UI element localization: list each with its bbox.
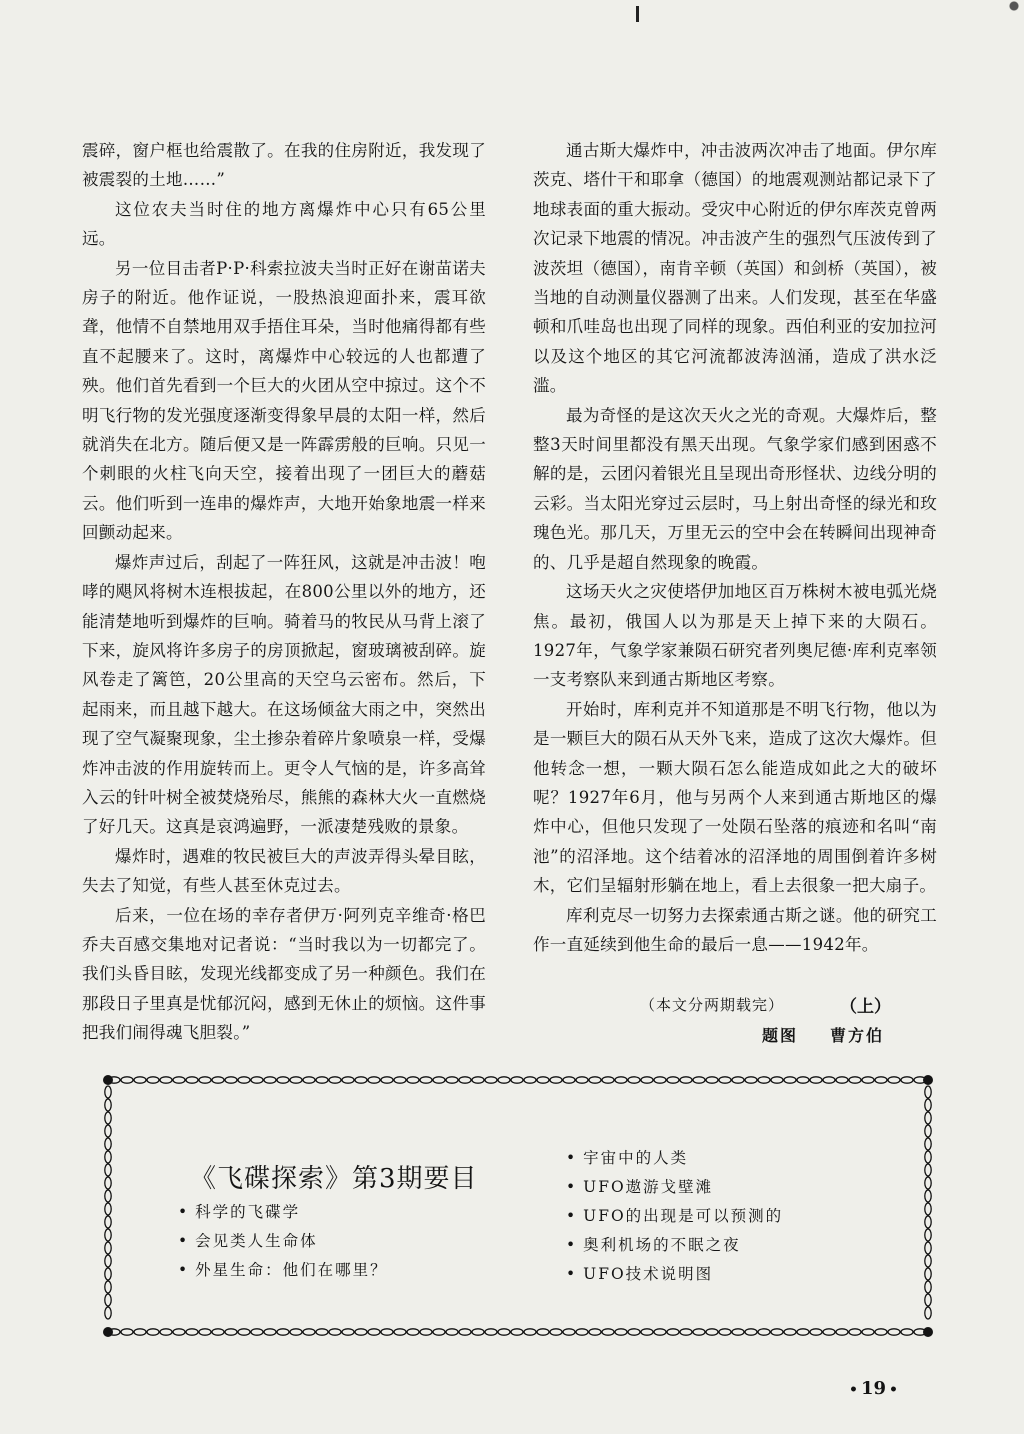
border-link — [693, 1329, 705, 1335]
border-corner — [103, 1327, 113, 1337]
border-link — [433, 1329, 445, 1335]
border-link — [105, 1307, 111, 1319]
border-link — [925, 1190, 931, 1202]
border-link — [329, 1329, 341, 1335]
border-link — [589, 1329, 601, 1335]
print-mark — [636, 6, 639, 22]
border-link — [524, 1077, 536, 1083]
border-link — [875, 1329, 887, 1335]
border-link — [225, 1329, 237, 1335]
paragraph: 这位农夫当时住的地方离爆炸中心只有65公里远。 — [82, 199, 486, 249]
contents-list-left — [178, 1198, 388, 1285]
border-link — [381, 1077, 393, 1083]
border-link — [925, 1229, 931, 1241]
border-link — [212, 1077, 224, 1083]
paragraph: 开始时，库利克并不知道那是不明飞行物，他以为是一颗巨大的陨石从天外飞来，造成了这次大爆炸。但他转念一想，一颗大陨石怎么能造成如此之大的破坏呢？1927年6月，他与另两个人来到通古斯地区的爆炸中心，但他只发现了一处陨石坠落的痕迹和名叫“南池”的沼泽地。这个结着冰的沼泽地的周围倒着许多树木，它们呈辐射形躺在地上，看上去很象一把大扇子。 — [533, 699, 937, 896]
border-link — [105, 1294, 111, 1306]
border-link — [225, 1077, 237, 1083]
contents-item: • 奥利机场的不眠之夜 — [566, 1231, 783, 1260]
contents-item: • 宇宙中的人类 — [566, 1144, 783, 1173]
border-link — [925, 1112, 931, 1124]
border-link — [925, 1294, 931, 1306]
contents-title: 《飞碟探索》第3期要目 — [190, 1164, 478, 1194]
border-corner — [923, 1327, 933, 1337]
border-link — [925, 1216, 931, 1228]
border-link — [498, 1077, 510, 1083]
border-link — [836, 1077, 848, 1083]
border-link — [576, 1077, 588, 1083]
paragraph: 通古斯大爆炸中，冲击波两次冲击了地面。伊尔库茨克、塔什干和耶拿（德国）的地震观测站都记录下了地球表面的重大振动。受灾中心附近的伊尔库茨克曾两次记录下地震的情况。冲击波产生的强烈气压波传到了波茨坦（德国），南肯辛顿（英国）和剑桥（英国），被当地的自动测量仪器测了出来。人们发现，甚至在华盛顿和爪哇岛也出现了同样的现象。西伯利亚的安加拉河以及这个地区的其它河流都波涛汹涌，造成了洪水泛滥。 — [533, 141, 937, 396]
paragraph: 震碎，窗户框也给震散了。在我的住房附近，我发现了被震裂的土地……” — [82, 141, 486, 190]
border-link — [925, 1099, 931, 1111]
paragraph: 这场天火之灾使塔伊加地区百万株树木被电弧光烧焦。最初，俄国人以为那是天上掉下来的大陨石。1927年，气象学家兼陨石研究者列奥尼德·库利克率领一支考察队来到通古斯地区考察。 — [533, 582, 937, 690]
illustrator-name: 曹方伯 — [830, 1026, 885, 1045]
border-link — [303, 1329, 315, 1335]
border-link — [105, 1125, 111, 1137]
border-link — [368, 1077, 380, 1083]
border-link — [667, 1329, 679, 1335]
border-link — [925, 1281, 931, 1293]
border-link — [173, 1077, 185, 1083]
border-link — [446, 1077, 458, 1083]
border-link — [628, 1329, 640, 1335]
border-link — [105, 1164, 111, 1176]
border-link — [147, 1329, 159, 1335]
border-link — [459, 1329, 471, 1335]
border-link — [485, 1077, 497, 1083]
border-link — [407, 1329, 419, 1335]
border-link — [550, 1077, 562, 1083]
border-link — [290, 1077, 302, 1083]
contents-item: • UFO技术说明图 — [566, 1260, 783, 1289]
paragraph: 库利克尽一切努力去探索通古斯之谜。他的研究工作一直延续到他生命的最后一息——1942年。 — [533, 905, 937, 954]
border-link — [264, 1329, 276, 1335]
border-link — [105, 1190, 111, 1202]
border-link — [316, 1329, 328, 1335]
border-link — [121, 1329, 133, 1335]
border-link — [105, 1099, 111, 1111]
border-link — [446, 1329, 458, 1335]
border-link — [381, 1329, 393, 1335]
border-link — [628, 1077, 640, 1083]
contents-list-right — [566, 1144, 783, 1289]
border-link — [563, 1329, 575, 1335]
border-link — [524, 1329, 536, 1335]
contents-item: • UFO遨游戈壁滩 — [566, 1173, 783, 1202]
border-link — [925, 1086, 931, 1098]
page-number: • 19 • — [846, 1378, 901, 1399]
article-column-right — [533, 136, 937, 959]
border-link — [758, 1329, 770, 1335]
border-link — [810, 1329, 822, 1335]
border-link — [888, 1329, 900, 1335]
border-link — [654, 1329, 666, 1335]
border-link — [134, 1077, 146, 1083]
border-link — [277, 1329, 289, 1335]
border-link — [329, 1077, 341, 1083]
paragraph: 爆炸声过后，刮起了一阵狂风，这就是冲击波！咆哮的飓风将树木连根拔起，在800公里以外的地方，还能清楚地听到爆炸的巨响。骑着马的牧民从马背上滚了下来，旋风将许多房子的房顶掀起，窗玻璃被刮碎。旋风卷走了篱笆，20公里高的天空乌云密布。然后，下起雨来，而且越下越大。在这场倾盆大雨之中，突然出现了空气凝聚现象，尘土掺杂着碎片象喷泉一样，受爆炸冲击波的作用旋转而上。更令人气恼的是，许多高耸入云的针叶树全被焚烧殆尽，熊熊的森林大火一直燃烧了好几天。这真是哀鸿遍野，一派凄楚残败的景象。 — [82, 552, 486, 837]
illustration-credit-label: 题图 — [762, 1026, 799, 1045]
border-link — [394, 1329, 406, 1335]
border-link — [105, 1112, 111, 1124]
border-link — [576, 1329, 588, 1335]
border-link — [862, 1077, 874, 1083]
border-link — [238, 1077, 250, 1083]
border-link — [602, 1329, 614, 1335]
border-link — [589, 1077, 601, 1083]
border-link — [511, 1329, 523, 1335]
border-link — [186, 1077, 198, 1083]
part-label: （上） — [840, 997, 891, 1017]
border-link — [925, 1268, 931, 1280]
border-link — [925, 1307, 931, 1319]
border-link — [654, 1077, 666, 1083]
border-link — [105, 1203, 111, 1215]
border-link — [901, 1077, 913, 1083]
border-link — [615, 1077, 627, 1083]
border-corner — [923, 1075, 933, 1085]
article-column-left — [82, 136, 486, 1048]
border-link — [105, 1242, 111, 1254]
border-link — [641, 1329, 653, 1335]
border-link — [355, 1329, 367, 1335]
border-link — [511, 1077, 523, 1083]
border-link — [316, 1077, 328, 1083]
border-link — [602, 1077, 614, 1083]
border-link — [784, 1077, 796, 1083]
border-link — [875, 1077, 887, 1083]
border-link — [771, 1329, 783, 1335]
border-link — [355, 1077, 367, 1083]
border-link — [277, 1077, 289, 1083]
border-link — [173, 1329, 185, 1335]
contents-item: • 外星生命：他们在哪里？ — [178, 1256, 388, 1285]
border-link — [472, 1329, 484, 1335]
border-link — [105, 1268, 111, 1280]
border-corner — [103, 1075, 113, 1085]
border-link — [745, 1329, 757, 1335]
border-link — [212, 1329, 224, 1335]
border-link — [901, 1329, 913, 1335]
border-link — [925, 1151, 931, 1163]
border-link — [680, 1329, 692, 1335]
paragraph: 爆炸时，遇难的牧民被巨大的声波弄得头晕目眩，失去了知觉，有些人甚至休克过去。 — [82, 846, 486, 896]
border-link — [862, 1329, 874, 1335]
border-link — [105, 1177, 111, 1189]
border-link — [251, 1077, 263, 1083]
border-link — [550, 1329, 562, 1335]
border-link — [264, 1077, 276, 1083]
border-link — [706, 1329, 718, 1335]
border-link — [420, 1077, 432, 1083]
contents-item: • UFO的出现是可以预测的 — [566, 1202, 783, 1231]
border-link — [784, 1329, 796, 1335]
border-link — [925, 1255, 931, 1267]
border-link — [105, 1229, 111, 1241]
contents-item: • 会见类人生命体 — [178, 1227, 388, 1256]
border-link — [797, 1329, 809, 1335]
border-link — [925, 1242, 931, 1254]
border-link — [459, 1077, 471, 1083]
border-link — [745, 1077, 757, 1083]
border-link — [925, 1164, 931, 1176]
paragraph: 后来，一位在场的幸存者伊万·阿列克辛维奇·格巴乔夫百感交集地对记者说：“当时我以为一切都完了。我们头昏目眩，发现光线都变成了另一种颜色。我们在那段日子里真是忧郁沉闷，感到无休止的烦恼。这件事把我们闹得魂飞胆裂。” — [82, 905, 486, 1043]
border-link — [238, 1329, 250, 1335]
border-link — [537, 1329, 549, 1335]
border-link — [303, 1077, 315, 1083]
border-link — [925, 1138, 931, 1150]
contents-item: • 科学的飞碟学 — [178, 1198, 388, 1227]
border-link — [680, 1077, 692, 1083]
border-link — [537, 1077, 549, 1083]
border-link — [186, 1329, 198, 1335]
border-link — [732, 1077, 744, 1083]
paragraph: 另一位目击者P·P·科索拉波夫当时正好在谢苗诺夫房子的附近。他作证说，一股热浪迎面扑来，震耳欲聋，他情不自禁地用双手捂住耳朵，当时他痛得都有些直不起腰来了。这时，离爆炸中心较远的人也都遭了殃。他们首先看到一个巨大的火团从空中掠过。这个不明飞行物的发光强度逐渐变得象早晨的太阳一样，然后就消失在北方。随后便又是一阵霹雳般的巨响。只见一个刺眼的火柱飞向天空，接着出现了一团巨大的蘑菇云。他们听到一连串的爆炸声，大地开始象地震一样来回颤动起来。 — [82, 258, 486, 543]
border-link — [472, 1077, 484, 1083]
border-link — [160, 1329, 172, 1335]
border-link — [342, 1329, 354, 1335]
border-link — [667, 1077, 679, 1083]
border-link — [719, 1077, 731, 1083]
border-link — [849, 1077, 861, 1083]
border-link — [925, 1177, 931, 1189]
border-link — [251, 1329, 263, 1335]
border-link — [823, 1077, 835, 1083]
border-link — [925, 1125, 931, 1137]
border-link — [105, 1086, 111, 1098]
border-link — [420, 1329, 432, 1335]
border-link — [797, 1077, 809, 1083]
border-link — [732, 1329, 744, 1335]
border-link — [563, 1077, 575, 1083]
serial-note: （本文分两期载完） — [640, 996, 785, 1014]
paragraph: 最为奇怪的是这次天火之光的奇观。大爆炸后，整整3天时间里都没有黑天出现。气象学家们感到困惑不解的是，云团闪着银光且呈现出奇形怪状、边线分明的云彩。当太阳光穿过云层时，马上射出奇怪的绿光和玫瑰色光。那几天，万里无云的空中会在转瞬间出现神奇的、几乎是超自然现象的晚霞。 — [533, 405, 937, 572]
border-link — [160, 1077, 172, 1083]
border-link — [105, 1138, 111, 1150]
border-link — [758, 1077, 770, 1083]
border-link — [105, 1216, 111, 1228]
border-link — [771, 1077, 783, 1083]
border-link — [810, 1077, 822, 1083]
border-link — [342, 1077, 354, 1083]
border-link — [485, 1329, 497, 1335]
border-link — [134, 1329, 146, 1335]
border-link — [290, 1329, 302, 1335]
border-link — [706, 1077, 718, 1083]
border-link — [925, 1203, 931, 1215]
border-link — [615, 1329, 627, 1335]
border-link — [719, 1329, 731, 1335]
scan-speck — [994, 0, 1024, 20]
border-link — [407, 1077, 419, 1083]
border-link — [888, 1077, 900, 1083]
border-link — [147, 1077, 159, 1083]
border-link — [199, 1077, 211, 1083]
border-link — [498, 1329, 510, 1335]
border-link — [105, 1281, 111, 1293]
border-link — [836, 1329, 848, 1335]
border-link — [105, 1151, 111, 1163]
border-link — [823, 1329, 835, 1335]
border-link — [368, 1329, 380, 1335]
border-link — [121, 1077, 133, 1083]
border-link — [641, 1077, 653, 1083]
border-link — [394, 1077, 406, 1083]
border-link — [693, 1077, 705, 1083]
border-link — [199, 1329, 211, 1335]
border-link — [105, 1255, 111, 1267]
border-link — [433, 1077, 445, 1083]
border-link — [849, 1329, 861, 1335]
